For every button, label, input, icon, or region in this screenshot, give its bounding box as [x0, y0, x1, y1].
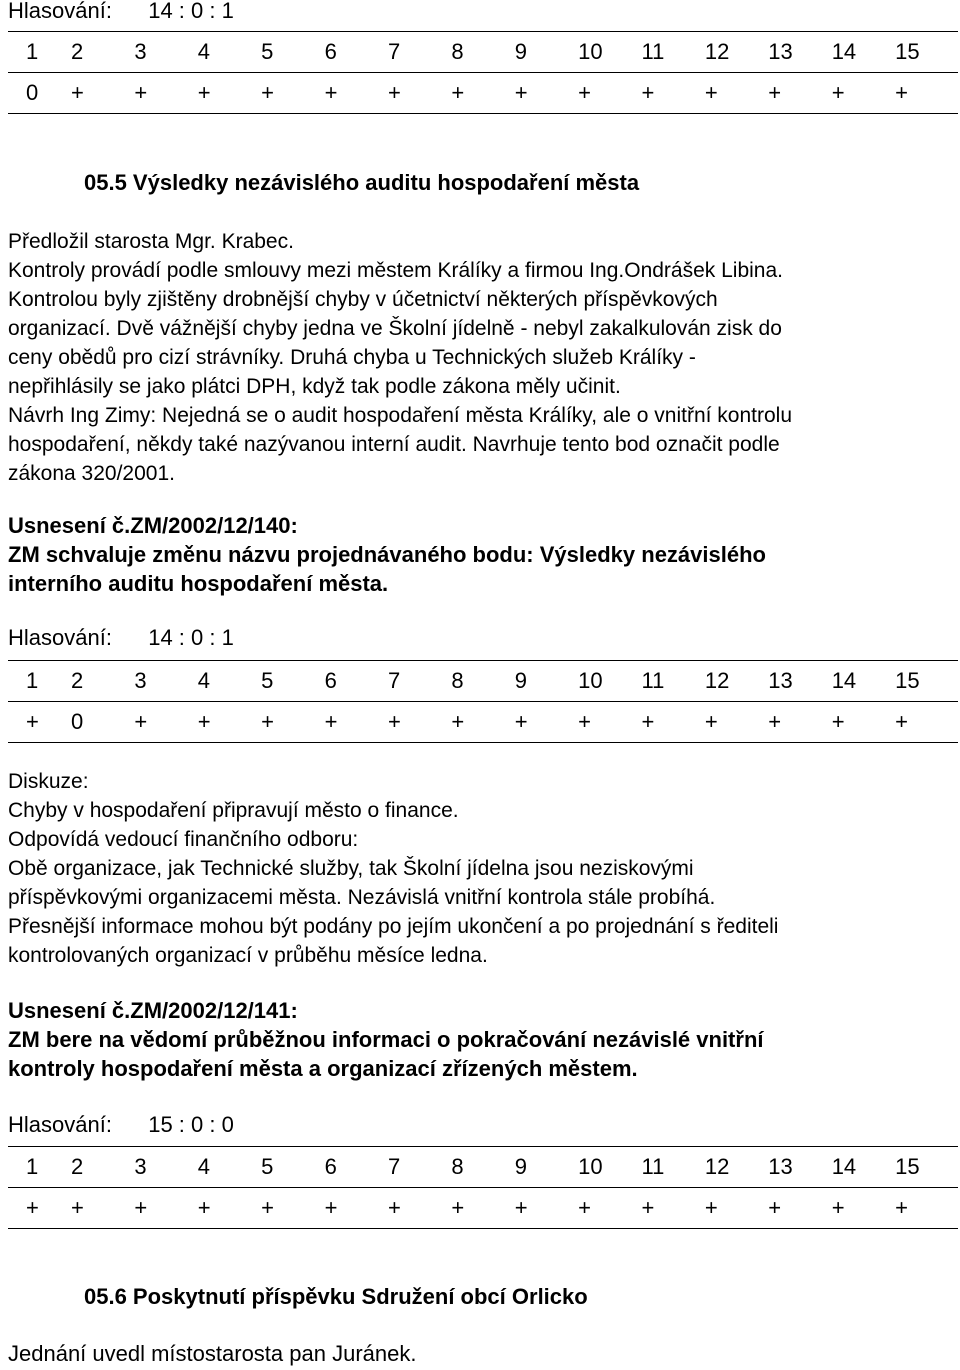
vote2-label: Hlasování: — [8, 625, 112, 650]
vote1-vote-cell: + — [451, 73, 514, 114]
vote2-number-cell: 3 — [134, 661, 197, 702]
vote2-number-cell: 9 — [515, 661, 578, 702]
vote2-vote-cell: + — [768, 702, 831, 743]
vote1-vote-cell: + — [388, 73, 451, 114]
vote2-vote-cell: + — [578, 702, 641, 743]
discussion-line: Přesnější informace mohou být podány po jejím ukončení a po projednání s řediteli — [8, 915, 779, 938]
vote1-vote-cell: + — [832, 73, 895, 114]
vote3-number-cell: 3 — [134, 1147, 197, 1188]
vote3-vote-cell: + — [832, 1188, 895, 1229]
vote2-result: 14 : 0 : 1 — [148, 625, 234, 650]
vote1-table — [8, 31, 958, 114]
section-heading-05-5: 05.5 Výsledky nezávislého auditu hospodaření města — [84, 170, 640, 195]
para1-line: organizací. Dvě vážnější chyby jedna ve Školní jídelně - nebyl zakalkulován zisk do — [8, 317, 782, 340]
vote2-number-cell: 1 — [8, 661, 71, 702]
vote3-numbers-row — [8, 1147, 958, 1188]
vote2-vote-cell: + — [705, 702, 768, 743]
vote3-label: Hlasování: — [8, 1112, 112, 1137]
vote1-number-cell: 2 — [71, 32, 134, 73]
vote3-number-cell: 4 — [198, 1147, 261, 1188]
vote2-vote-cell: 0 — [71, 702, 134, 743]
vote2-number-cell: 12 — [705, 661, 768, 702]
para1 — [8, 227, 792, 488]
vote3-vote-cell: + — [261, 1188, 324, 1229]
vote1-votes-row — [8, 73, 958, 114]
vote3-result: 15 : 0 : 0 — [148, 1112, 234, 1137]
resolution141-title: Usnesení č.ZM/2002/12/141: — [8, 998, 298, 1023]
vote2-numbers-row — [8, 661, 958, 702]
vote1-number-cell: 1 — [8, 32, 71, 73]
discussion-line: Obě organizace, jak Technické služby, tak Školní jídelna jsou neziskovými — [8, 857, 694, 880]
vote1-result: 14 : 0 : 1 — [148, 0, 234, 23]
vote3-vote-cell: + — [705, 1188, 768, 1229]
vote1-vote-cell: + — [198, 73, 261, 114]
vote3-number-cell: 11 — [642, 1147, 705, 1188]
discussion-line: příspěvkovými organizacemi města. Nezávislá vnitřní kontrola stále probíhá. — [8, 886, 716, 909]
vote1-vote-cell: + — [705, 73, 768, 114]
vote1-number-cell: 11 — [642, 32, 705, 73]
vote2-vote-cell: + — [451, 702, 514, 743]
discussion-line: kontrolovaných organizací v průběhu měsíce ledna. — [8, 944, 488, 967]
vote1-number-cell: 14 — [832, 32, 895, 73]
vote3-vote-cell: + — [578, 1188, 641, 1229]
vote1-vote-cell: + — [261, 73, 324, 114]
vote3-table — [8, 1146, 958, 1229]
para1-line: Kontrolou byly zjištěny drobnější chyby v účetnictví některých příspěvkových — [8, 288, 718, 311]
vote3-number-cell: 6 — [325, 1147, 388, 1188]
discussion-line: Odpovídá vedoucí finančního odboru: — [8, 828, 359, 851]
vote2-number-cell: 6 — [325, 661, 388, 702]
vote3-vote-cell: + — [71, 1188, 134, 1229]
vote1-vote-cell: 0 — [8, 73, 71, 114]
vote3-number-cell: 12 — [705, 1147, 768, 1188]
vote1-vote-cell: + — [768, 73, 831, 114]
vote1-header — [8, 0, 234, 25]
vote3-vote-cell: + — [8, 1188, 71, 1229]
vote2-vote-cell: + — [388, 702, 451, 743]
discussion-line: Diskuze: — [8, 770, 89, 793]
vote2-vote-cell: + — [261, 702, 324, 743]
vote1-vote-cell: + — [325, 73, 388, 114]
para1-line: ceny obědů pro cizí strávníky. Druhá chyba u Technických služeb Králíky - — [8, 346, 696, 369]
resolution141-line-2: kontroly hospodaření města a organizací zřízených městem. — [8, 1056, 638, 1081]
vote1-label: Hlasování: — [8, 0, 112, 23]
vote2-table — [8, 660, 958, 743]
vote1-number-cell: 13 — [768, 32, 831, 73]
vote3-header — [8, 1110, 234, 1139]
discussion-line: Chyby v hospodaření připravují město o finance. — [8, 799, 459, 822]
vote2-number-cell: 8 — [451, 661, 514, 702]
vote3-number-cell: 10 — [578, 1147, 641, 1188]
vote1-number-cell: 6 — [325, 32, 388, 73]
vote1-vote-cell: + — [578, 73, 641, 114]
vote1-vote-cell: + — [642, 73, 705, 114]
vote1-vote-cell: + — [71, 73, 134, 114]
vote3-number-cell: 8 — [451, 1147, 514, 1188]
vote3-vote-cell: + — [134, 1188, 197, 1229]
vote2-vote-cell: + — [515, 702, 578, 743]
vote1-number-cell: 15 — [895, 32, 958, 73]
closing-text: Jednání uvedl místostarosta pan Juránek. — [8, 1341, 417, 1366]
vote2-header — [8, 623, 234, 652]
resolution140-title: Usnesení č.ZM/2002/12/140: — [8, 513, 298, 538]
vote3-number-cell: 9 — [515, 1147, 578, 1188]
vote1-number-cell: 10 — [578, 32, 641, 73]
vote2-vote-cell: + — [134, 702, 197, 743]
vote3-vote-cell: + — [451, 1188, 514, 1229]
para1-line: Návrh Ing Zimy: Nejedná se o audit hospodaření města Králíky, ale o vnitřní kontrolu — [8, 404, 793, 427]
vote3-vote-cell: + — [642, 1188, 705, 1229]
vote1-vote-cell: + — [895, 73, 958, 114]
vote1-number-cell: 3 — [134, 32, 197, 73]
vote3-vote-cell: + — [198, 1188, 261, 1229]
vote3-number-cell: 14 — [832, 1147, 895, 1188]
vote2-number-cell: 2 — [71, 661, 134, 702]
vote1-vote-cell: + — [515, 73, 578, 114]
vote3-vote-cell: + — [325, 1188, 388, 1229]
vote2-number-cell: 13 — [768, 661, 831, 702]
vote2-vote-cell: + — [832, 702, 895, 743]
vote1-number-cell: 7 — [388, 32, 451, 73]
discussion — [8, 767, 778, 970]
vote3-vote-cell: + — [515, 1188, 578, 1229]
resolution141-line-1: ZM bere na vědomí průběžnou informaci o pokračování nezávislé vnitřní — [8, 1027, 764, 1052]
vote3-vote-cell: + — [768, 1188, 831, 1229]
vote2-vote-cell: + — [642, 702, 705, 743]
vote2-vote-cell: + — [198, 702, 261, 743]
vote3-number-cell: 13 — [768, 1147, 831, 1188]
para1-line: zákona 320/2001. — [8, 462, 175, 485]
vote3-number-cell: 7 — [388, 1147, 451, 1188]
vote2-number-cell: 14 — [832, 661, 895, 702]
vote2-number-cell: 5 — [261, 661, 324, 702]
vote2-vote-cell: + — [8, 702, 71, 743]
section-heading-05-6: 05.6 Poskytnutí příspěvku Sdružení obcí Orlicko — [84, 1284, 588, 1309]
resolution140-line-1: ZM schvaluje změnu názvu projednávaného bodu: Výsledky nezávislého — [8, 542, 766, 567]
vote3-number-cell: 15 — [895, 1147, 958, 1188]
vote1-number-cell: 9 — [515, 32, 578, 73]
resolution140-line-2: interního auditu hospodaření města. — [8, 571, 389, 596]
vote2-number-cell: 7 — [388, 661, 451, 702]
vote2-number-cell: 10 — [578, 661, 641, 702]
para1-line: hospodaření, někdy také nazývanou interní audit. Navrhuje tento bod označit podle — [8, 433, 780, 456]
vote2-number-cell: 15 — [895, 661, 958, 702]
vote2-vote-cell: + — [325, 702, 388, 743]
vote2-votes-row — [8, 702, 958, 743]
vote1-numbers-row — [8, 32, 958, 73]
vote3-number-cell: 5 — [261, 1147, 324, 1188]
para1-line: Kontroly provádí podle smlouvy mezi městem Králíky a firmou Ing.Ondrášek Libina. — [8, 259, 784, 282]
vote3-vote-cell: + — [388, 1188, 451, 1229]
vote3-number-cell: 1 — [8, 1147, 71, 1188]
vote2-number-cell: 4 — [198, 661, 261, 702]
para1-line: nepřihlásily se jako plátci DPH, když tak podle zákona měly učinit. — [8, 375, 621, 398]
vote2-number-cell: 11 — [642, 661, 705, 702]
vote3-votes-row — [8, 1188, 958, 1229]
vote1-number-cell: 12 — [705, 32, 768, 73]
vote1-number-cell: 4 — [198, 32, 261, 73]
vote3-number-cell: 2 — [71, 1147, 134, 1188]
vote1-vote-cell: + — [134, 73, 197, 114]
vote3-vote-cell: + — [895, 1188, 958, 1229]
vote1-number-cell: 8 — [451, 32, 514, 73]
vote2-vote-cell: + — [895, 702, 958, 743]
para1-line: Předložil starosta Mgr. Krabec. — [8, 230, 294, 253]
vote1-number-cell: 5 — [261, 32, 324, 73]
